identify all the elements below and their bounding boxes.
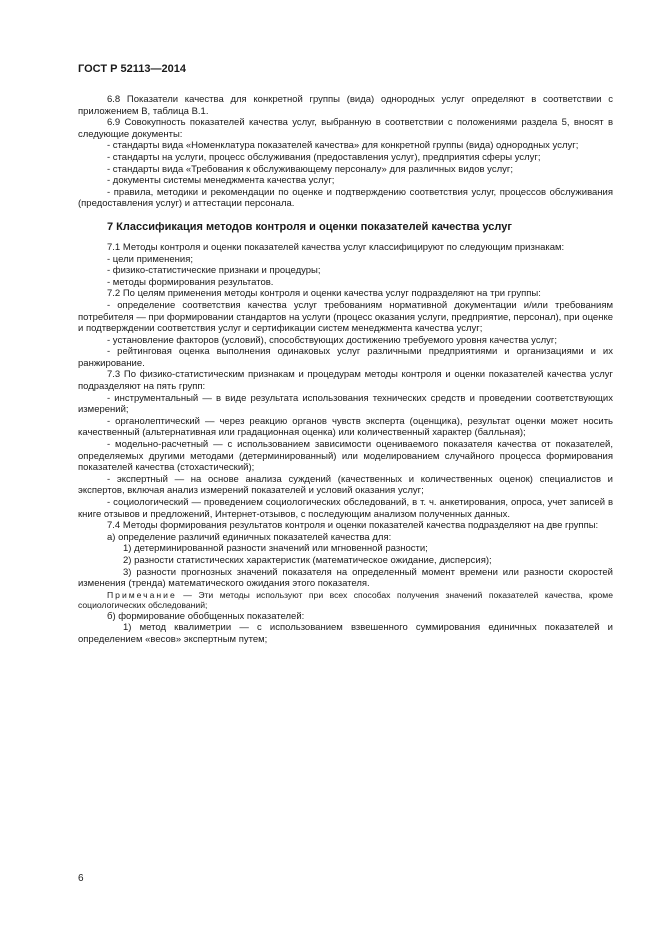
list-item: 1) детерминированной разности значений или мгновенной разности; <box>123 543 428 555</box>
clause-6-9: 6.9 Совокупность показателей качества услуг, выбранную в соответствии с положениями раздела 5, вносят в следующие документы: <box>78 117 613 140</box>
document-body <box>78 94 613 645</box>
list-item: - определение соответствия качества услуг требованиям нормативной документации и/или требованиям потребителя — при формировании стандартов на услуги (процесс оказания услуги, предприятие, персонал), при оценке и подтверждении соответствия услуг и сертификации систем менеджмента качества услуг; <box>78 299 613 335</box>
list-item: - рейтинговая оценка выполнения одинаковых услуг различными предприятиями и организациями и их ранжирование. <box>78 346 613 369</box>
list-item: - социологический — проведением социологических обследований, в т. ч. анкетирования, опроса, учет записей в книге отзывов и предложений, Интернет-отзывов, с последующим анализом полученных данных. <box>78 497 613 520</box>
list-item: - стандарты на услуги, процесс обслуживания (предоставления услуг), предприятия сферы услуг; <box>107 151 541 163</box>
standard-header: ГОСТ Р 52113—2014 <box>78 63 186 75</box>
list-item: - физико-статистические признаки и процедуры; <box>107 265 321 277</box>
list-item: 2) разности статистических характеристик (математическое ожидание, дисперсия); <box>123 554 492 566</box>
list-item: 3) разности прогнозных значений показателя на определенный момент времени или разности скоростей изменения (тренда) математического ожидания этого показателя. <box>78 566 613 590</box>
list-item: - инструментальный — в виде результата использования технических средств и проведении соответствующих измерений; <box>78 392 613 416</box>
list-item: - документы системы менеджмента качества услуг; <box>107 175 335 187</box>
list-item: - стандарты вида «Номенклатура показателей качества» для конкретной группы (вида) однородных услуг; <box>107 140 579 152</box>
clause-7-3: 7.3 По физико-статистическим признакам и процедурам методы контроля и оценки показателей качества услуг подразделяют на пять групп: <box>78 369 613 393</box>
note <box>78 590 613 611</box>
list-item: - органолептический — через реакцию органов чувств эксперта (оценщика), результат оценки может носить качественный (альтернативная или градационная оценка) или количественный характер (балльная); <box>78 415 613 439</box>
list-item: - цели применения; <box>107 253 194 265</box>
clause-7-2: 7.2 По целям применения методы контроля и оценки качества услуг подразделяют на три группы: <box>107 288 541 300</box>
list-item: 1) метод квалиметрии — с использованием взвешенного суммирования единичных показателей и определением «весов» экспертным путем; <box>78 622 613 645</box>
note-text: — Эти методы используют при всех способах получения значений показателей качества, кроме социологических обследований; <box>78 589 613 611</box>
list-item: - установление факторов (условий), способствующих достижению требуемого уровня качества услуг; <box>107 334 557 346</box>
list-item: - экспертный — на основе анализа суждений (качественных и количественных оценок) специалистов и экспертов, включая анализ измерений показателей и условий оказания услуг; <box>78 473 613 497</box>
note-label: Примечание <box>107 589 177 600</box>
subclause-a: а) определение различий единичных показателей качества для: <box>107 531 392 543</box>
list-item: - модельно-расчетный — с использованием зависимости оцениваемого показателя качества от показателей, определяемых другими методами (детерминированный) или моделированием случайного процесса формирования показателей качества (стохастический); <box>78 439 613 474</box>
list-item: - стандарты вида «Требования к обслуживающему персоналу» для различных видов услуг; <box>107 163 513 175</box>
clause-6-8: 6.8 Показатели качества для конкретной группы (вида) однородных услуг определяют в соответствии с приложением В, таблица В.1. <box>78 94 613 117</box>
subclause-b: б) формирование обобщенных показателей: <box>107 610 305 622</box>
list-item: - правила, методики и рекомендации по оценке и подтверждению соответствия услуг, процессов обслуживания (предоставления услуг) и аттестации персонала. <box>78 186 613 210</box>
section-7-title: 7 Классификация методов контроля и оценки показателей качества услуг <box>107 220 512 233</box>
page-number: 6 <box>78 873 84 884</box>
clause-7-4: 7.4 Методы формирования результатов контроля и оценки показателей качества подразделяют на две группы: <box>107 520 599 532</box>
clause-7-1: 7.1 Методы контроля и оценки показателей качества услуг классифицируют по следующим признакам: <box>107 241 565 253</box>
list-item: - методы формирования результатов. <box>107 276 274 288</box>
